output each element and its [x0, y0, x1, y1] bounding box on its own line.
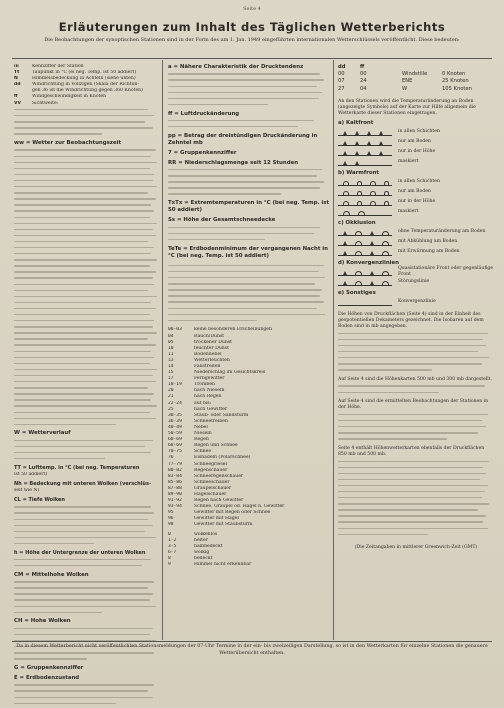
warm-front-icon: [338, 199, 392, 206]
front-type-heading: d) Konvergenzlinien: [338, 260, 400, 267]
front-type-heading: a) Kaltfront: [338, 120, 374, 127]
ww-code: 13: [168, 357, 174, 363]
wind-label: Windstille: [402, 71, 428, 78]
wind-ff: 24: [360, 78, 367, 85]
wind-dd: 07: [338, 78, 345, 85]
pressure-change-text: [168, 118, 330, 130]
front-line-icon: [338, 269, 392, 276]
ww-description: keine besonderen Erscheinungen: [194, 327, 272, 333]
wind-knots: 0 Knoten: [442, 71, 466, 78]
legend-text: gen 36 ist die Windrichtung gegen 360 Knoten): [32, 88, 143, 94]
footer-note: Da in diesem Wetterbericht nicht veröffentlichten Stationsmeldungen der 07-Uhr Termine in der ein- bis zweizeiligen Darstellung, so ist in den Wetterkarten für einzelne Stationen die genauere Wetterübersicht enthalten.: [16, 644, 488, 656]
ww-code: 87-88: [168, 485, 182, 491]
front-type-heading: b) Warmfront: [338, 170, 379, 177]
front-symbol-row: [338, 297, 494, 307]
weather-code-text: [14, 147, 160, 427]
ww-description: auf bis:: [194, 400, 212, 406]
legend-row: [14, 101, 160, 107]
cloud-cover-code: 6-7: [168, 549, 177, 555]
ww-description: Hagelschauer: [194, 491, 227, 497]
wind-label: ENE: [402, 78, 413, 85]
cold-front-icon: [338, 129, 392, 136]
front-symbol-label: in allen Schichten: [398, 129, 440, 135]
cloud-cover-description: Himmel nicht erkennbar: [194, 562, 252, 567]
front-symbol-label: nur in der Höhe: [398, 149, 436, 155]
ww-code: 76: [168, 455, 174, 461]
ww-code: 68-69: [168, 443, 182, 449]
ww-code: 04: [168, 333, 174, 339]
ss-text: [168, 224, 330, 242]
wetterverlauf-heading: W = Wetterverlauf: [14, 430, 71, 437]
page-number: Seite 4: [243, 6, 261, 12]
time-note: (Die Zeitangaben in mittlerer Greenwich-Zeit (GMT): [354, 545, 478, 551]
ww-description: Rauch/Dunst: [194, 333, 225, 339]
ww-description: nach Nieseln: [194, 388, 225, 394]
column-divider-2: [333, 60, 334, 640]
ww-code: 17: [168, 376, 174, 382]
legend-text: Himmelsbedeckung in Achteln (siehe unten): [32, 76, 136, 82]
ww-code: 98: [168, 522, 174, 528]
weather-heading: ww = Wetter zur Beobachtungszeit: [14, 140, 122, 147]
ww-description: Gewitter mit Hagel: [194, 516, 239, 522]
upper-air-text: [338, 458, 494, 537]
ww-description: Eisnadeln (Polarschnee): [194, 455, 251, 461]
legend-symbol: Tt: [14, 70, 20, 76]
ww-description: Ferngewitter: [194, 376, 225, 382]
pp-heading: pp = Betrag der dreistündigen Druckänderung in Zehntel mb: [168, 132, 318, 146]
txtx-heading: TxTx = Extremtemperaturen in °C (bei neg. Temp. ist 50 addiert): [168, 200, 330, 214]
visibility-scale-text: [14, 107, 160, 137]
ww-description: Tromben: [194, 382, 215, 388]
upper-air-text: [338, 383, 494, 395]
front-symbol-row: [338, 277, 494, 287]
wind-row: [338, 78, 494, 85]
cold-front-icon: [338, 139, 392, 146]
legend-text: Sichtweite:: [32, 100, 59, 106]
ww-description: Regen nach Gewitter: [194, 498, 244, 504]
wetterverlauf-text: [14, 437, 160, 461]
legend-list: [14, 64, 160, 107]
front-type-heading: e) Sonstiges: [338, 290, 376, 297]
cold-front-icon: [338, 149, 392, 156]
legend-symbol: N: [14, 76, 18, 82]
ww-code: 18-19: [168, 382, 182, 388]
wind-knots: 105 Knoten: [442, 85, 472, 92]
front-symbol-row: [338, 207, 494, 217]
front-symbol-label: ohne Temperaturänderung am Boden: [398, 229, 486, 235]
ww-description: Schneeregenschauer: [194, 473, 244, 479]
ww-description: Schneetreiben: [194, 418, 228, 424]
e-text: [14, 682, 160, 706]
column-right: [338, 64, 494, 551]
station-plot-text: [168, 263, 330, 324]
cloud-cover-code: 1-2: [168, 537, 177, 543]
ww-code: 15: [168, 370, 174, 376]
front-symbol-label: maskiert: [398, 159, 419, 165]
ww-code: 96: [168, 516, 174, 522]
ww-description: Gewitter mit Staubsturm: [194, 522, 253, 528]
wind-dd: 27: [338, 85, 345, 92]
ww-description: Niederschlag im Gesichtskreis: [194, 370, 266, 376]
h-text: [14, 557, 160, 569]
ww-code: 80-82: [168, 467, 182, 473]
g-heading: G = Gruppenkennziffer: [14, 664, 84, 671]
wind-example-table: [338, 64, 494, 93]
column-divider-1: [162, 60, 163, 640]
ww-code: 93-94: [168, 504, 182, 510]
ww-code: 83-84: [168, 473, 182, 479]
tendency-heading: a = Nähere Charakteristik der Drucktendenz: [168, 64, 304, 70]
ww-code: 85-86: [168, 479, 182, 485]
legend-text: Taupunkt in °C (ei neg. Temp. ist 50 addiert): [32, 70, 137, 76]
w-line: Nh = Bedeckung mit unteren Wolken (verschlüs-: [14, 480, 152, 487]
ww-code: 89-90: [168, 491, 182, 497]
cloud-cover-description: heiter: [194, 537, 208, 543]
front-symbol-label: mit Erwärmung am Boden: [398, 249, 460, 255]
front-symbol-row: [338, 247, 494, 257]
ww-code: 60-69: [168, 437, 182, 443]
wind-row: [338, 71, 494, 78]
ww-description: Nieseln: [194, 431, 212, 437]
wind-knots: 25 Knoten: [442, 78, 469, 85]
column-left: [14, 64, 160, 706]
ww-code: 05: [168, 339, 174, 345]
front-symbol-row: [338, 237, 494, 247]
ww-description: Nebel: [194, 424, 208, 430]
ww-code: 00-03: [168, 327, 182, 333]
wind-ff: 00: [360, 71, 367, 78]
h-heading: h = Höhe der Untergrenze der unteren Wolken: [14, 549, 146, 556]
front-line-icon: [338, 299, 392, 306]
e-heading: E = Erdbodenzustand: [14, 674, 80, 681]
ww-description: Regen: [194, 437, 209, 443]
ww-description: nach Regen: [194, 394, 222, 400]
ww-description: nach Gewitter: [194, 406, 228, 412]
ww-description: trockener Dunst: [194, 339, 233, 345]
upper-air-note: Seite 4 enthält Höhenwetterkarten ebenfalls der Druckflächen 850 mb und 500 mb.: [338, 445, 485, 458]
ww-code: 40-49: [168, 424, 182, 430]
wind-dd: 00: [338, 71, 345, 78]
ww-description: Fallstreifen: [194, 364, 221, 369]
ww-description: Schnee, Graupel od. Hagel n. Gewitter: [194, 504, 285, 510]
pressure-change-heading: ff = Luftdruckänderung: [168, 110, 240, 117]
wind-ff: 04: [360, 85, 367, 92]
ww-description: Gewitter mit Regen oder Schnee: [194, 510, 271, 516]
cold-front-icon: [338, 159, 392, 166]
w-line: TT = Lufttemp. in °C (bei neg. Temperaturen: [14, 464, 140, 471]
ww-row: [168, 522, 330, 528]
wind-col-dd: dd: [338, 64, 346, 70]
ww-description: Regen und Schnee: [194, 443, 238, 449]
rr-text: [168, 167, 330, 197]
ww-description: Schneegriesel: [194, 461, 227, 467]
front-symbol-label: mit Abkühlung am Boden: [398, 239, 458, 245]
ww-code: 50-59: [168, 431, 182, 437]
ww-code: 11: [168, 351, 174, 357]
front-symbol-label: nur am Boden: [398, 139, 431, 145]
column-middle: [168, 64, 330, 568]
front-symbol-label: in allen Schichten: [398, 179, 440, 185]
ww-code: 70-75: [168, 449, 182, 455]
legend-text: Windgeschwindigkeit in Knoten: [32, 94, 107, 100]
rr-heading: RR = Niederschlagsmenge seit 12 Stunden: [168, 159, 299, 166]
ww-code: 20: [168, 388, 174, 394]
occlusion-icon: [338, 229, 392, 236]
tendency-text: [168, 71, 330, 108]
legend-symbol: iii: [14, 64, 19, 69]
ww-description: Regenschauer: [194, 467, 228, 473]
legend-symbol: VV: [14, 100, 22, 106]
ww-code: 77-79: [168, 461, 182, 467]
cloud-cover-code: 0: [168, 531, 171, 537]
front-symbol-label: maskiert: [398, 209, 419, 215]
front-symbol-row: [338, 267, 494, 277]
cm-heading: CM = Mittelhohe Wolken: [14, 571, 89, 578]
ww-code: 36-39: [168, 418, 182, 424]
warm-front-icon: [338, 209, 392, 216]
front-symbol-row: [338, 157, 494, 167]
fronts-legend: [338, 120, 494, 307]
occlusion-icon: [338, 249, 392, 256]
ww-description: feuchter Dunst: [194, 345, 229, 351]
w-line: selt wie N): [14, 487, 40, 493]
cloud-cover-code: 8: [168, 555, 171, 561]
ww-code: 10: [168, 345, 174, 351]
header-divider: [12, 58, 492, 59]
cloud-cover-code: 3-5: [168, 543, 177, 549]
ww-code: 22-24: [168, 400, 182, 406]
legend-symbol: dd: [14, 82, 21, 88]
ww-code: 21: [168, 394, 174, 400]
ww-description: Bodennebel: [194, 351, 222, 357]
cloud-cover-code: 9: [168, 562, 171, 567]
ww-table: [168, 327, 330, 528]
front-symbol-row: [338, 137, 494, 147]
ww-code: 14: [168, 364, 174, 369]
ch-heading: CH = Hohe Wolken: [14, 618, 71, 625]
group7-heading: 7 = Gruppenkennziffer: [168, 149, 237, 156]
upper-air-note: Auf Seite 4 sind die ermittelten Beobachtungen der Stationen in der Höhe.: [338, 399, 489, 411]
occlusion-icon: [338, 239, 392, 246]
w-line: ist 50 addiert): [14, 471, 48, 477]
ss-heading: Ss = Höhe der Gesamtschneedecke: [168, 217, 276, 224]
front-symbol-row: [338, 147, 494, 157]
ww-code: 95: [168, 510, 174, 516]
cloud-cover-description: wolkenlos: [194, 531, 218, 537]
front-symbol-row: [338, 197, 494, 207]
upper-air-note: Auf Seite 4 sind die Höhenkarten 500 mb und 300 mb dargestellt.: [338, 377, 493, 383]
front-symbol-row: [338, 127, 494, 137]
front-line-icon: [338, 279, 392, 286]
fronts-intro: An den Stationen wird die Temperaturänderung an Boden (angezeigte Symbole) auf der Karte zur Hilfe allgemein die Wetterkarte dieser Stationen eingetragen.: [338, 98, 476, 116]
ww-description: Schneeschauer: [194, 479, 230, 485]
ww-description: Staub- oder Sandsturm: [194, 412, 249, 418]
cloud-cover-description: bedeckt: [194, 555, 213, 561]
ww-description: Wetterleuchten: [194, 357, 230, 363]
ww-description: Graupelschauer: [194, 485, 232, 491]
cl-text: [14, 504, 160, 547]
front-symbol-label: nur in der Höhe: [398, 199, 436, 205]
legend-text: Kennziffer der Station: [32, 64, 84, 69]
front-symbol-row: [338, 177, 494, 187]
ww-code: 30-35: [168, 412, 182, 418]
cloud-cover-table: [168, 532, 330, 569]
cloud-cover-description: wolkig: [194, 549, 210, 555]
ww-description: Schnee: [194, 449, 212, 455]
cl-heading: CL = Tiefe Wolken: [14, 497, 65, 503]
page-title: Erläuterungen zum Inhalt des Täglichen Wetterberichts: [58, 20, 446, 34]
front-symbol-label: nur am Boden: [398, 189, 431, 195]
front-type-heading: c) Okklusion: [338, 220, 376, 227]
warm-front-icon: [338, 189, 392, 196]
page-subtitle: Die Beobachtungen der synoptischen Stationen sind in der Form des am 1. Jan. 1949 eingeführten internationalen Wetterschlüssels veröffentlicht. Diese bedeuten:: [44, 37, 460, 43]
legend-text: Windrichtung in Vollzigen (Skala der Richtun-: [32, 82, 140, 88]
front-symbol-row: [338, 187, 494, 197]
ww-code: 91-92: [168, 498, 182, 504]
wind-row: [338, 86, 494, 93]
wind-col-ff: ff: [360, 64, 365, 70]
front-symbol-row: [338, 227, 494, 237]
legend-symbol: ff: [14, 94, 18, 100]
cloud-cover-row: [168, 562, 330, 568]
wind-label: W: [402, 85, 408, 92]
ww-code: 25: [168, 406, 174, 412]
warm-front-icon: [338, 179, 392, 186]
tete-heading: TeTe = Erdbodenminimum der vergangenen Nacht in °C (bei neg. Temp. ist 50 addiert): [168, 245, 328, 259]
isobar-note: Die Höhen von Druckflächen (Seite 4) sind in der Einheit des geopotentiellen Dekameters gezeichnet. Die Isobaren auf dem Boden sind in mb angegeben.: [338, 312, 484, 330]
upper-air-text: [338, 412, 494, 442]
isobar-text: [338, 330, 494, 373]
front-symbol-label: Störungslinie: [398, 279, 430, 285]
front-symbol-label: Quasistationäre Front oder gegenläufige Front: [398, 266, 494, 278]
front-symbol-label: Konvergenzlinie: [398, 299, 436, 305]
cm-text: [14, 579, 160, 616]
cloud-cover-description: halbbedeckt: [194, 543, 223, 549]
